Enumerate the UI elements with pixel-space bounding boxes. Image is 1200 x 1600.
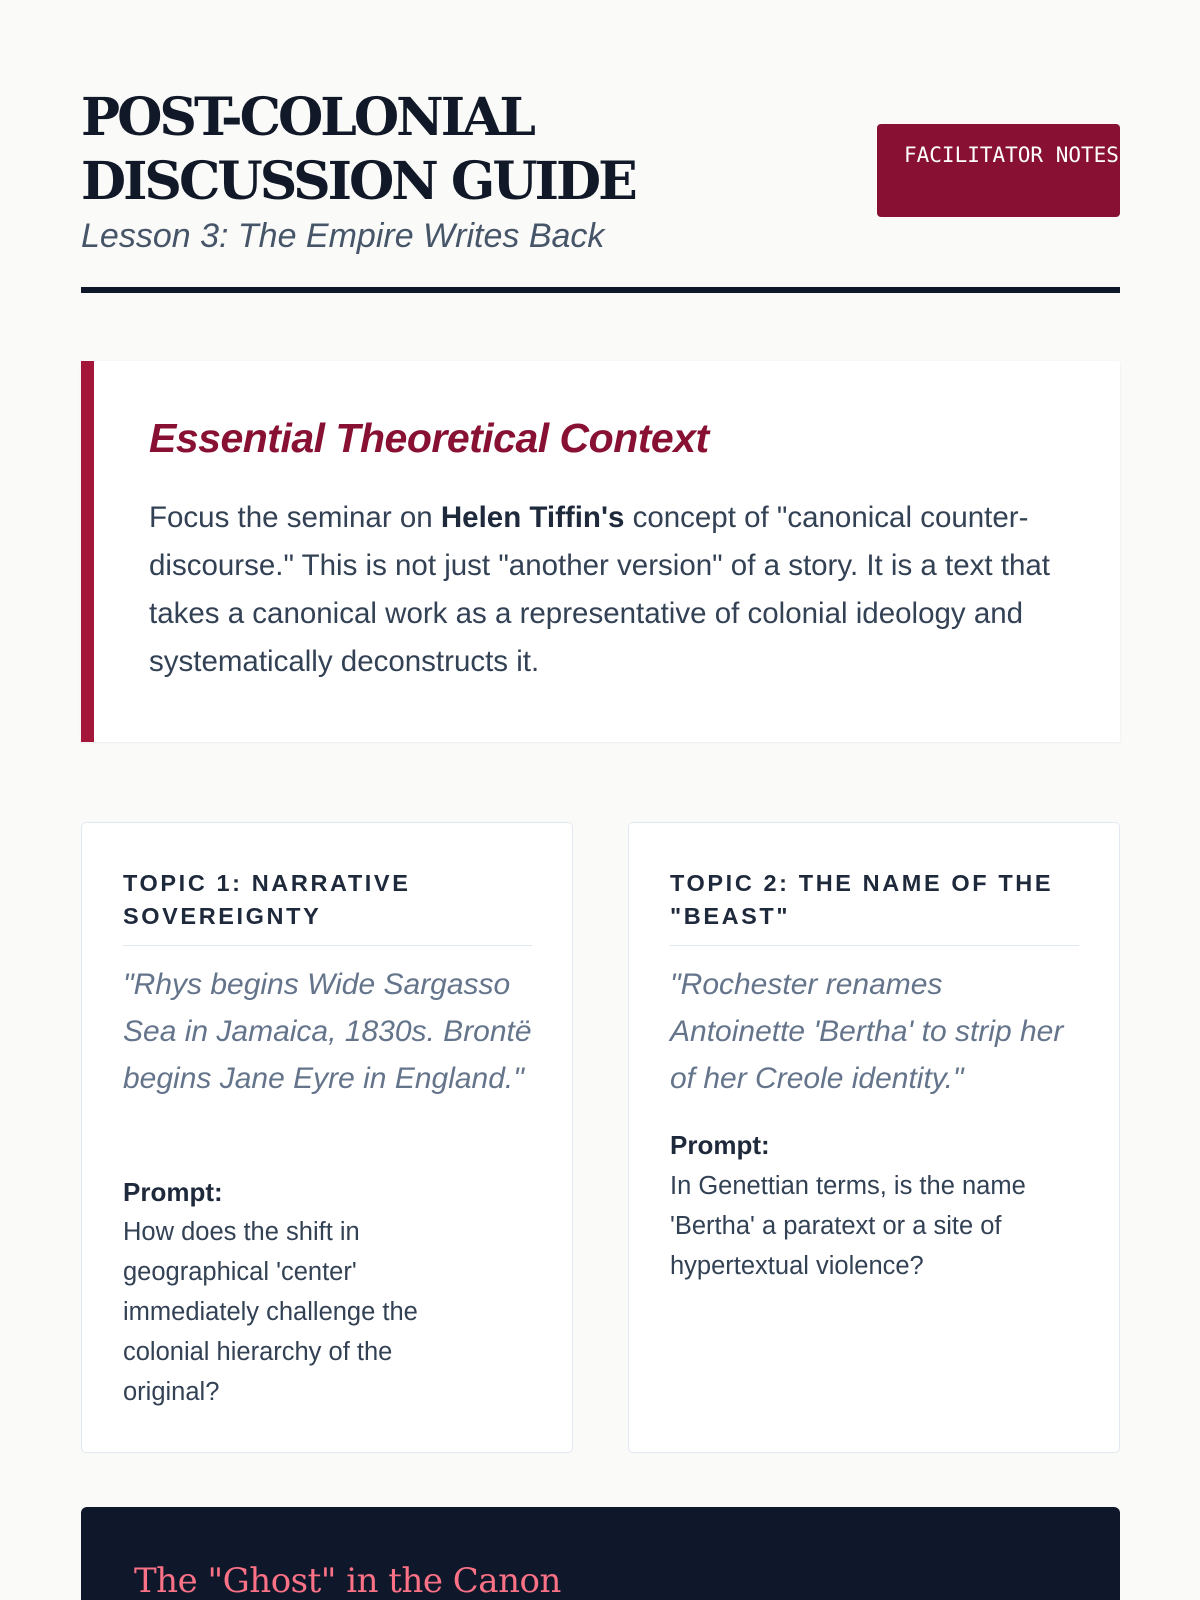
context-body-intro: Focus the seminar on [149,501,441,534]
ghost-section-title: The "Ghost" in the Canon [134,1561,561,1600]
context-body [149,494,1079,686]
facilitator-notes-badge: FACILITATOR NOTES [877,124,1120,217]
prompt-text: In Genettian terms, is the name 'Bertha' a paratext or a site of hypertextual violence? [670,1172,1026,1280]
topic-quote: "Rochester renames Antoinette 'Bertha' to strip her of her Creole identity." [670,968,1064,1095]
context-title: Essential Theoretical Context [149,415,709,461]
topic-divider [670,945,1079,946]
topic-card-2 [628,822,1120,1453]
context-body-rest: concept of "canonical counter-discourse." This is not just "another version" of a story. It is a text that takes a canonical work as a representative of colonial ideology and systematically deconstructs it. [149,501,1050,678]
topic-quote: "Rhys begins Wide Sargasso Sea in Jamaica, 1830s. Brontë begins Jane Eyre in England." [123,968,532,1095]
context-body-emphasis: Helen Tiffin's [440,501,625,534]
topic-label: TOPIC 2: THE NAME OF THE "BEAST" [670,870,1054,929]
lesson-subtitle: Lesson 3: The Empire Writes Back [81,217,605,255]
topic-divider [123,945,532,946]
header-divider [81,287,1120,293]
topic-label: TOPIC 1: NARRATIVE SOVEREIGNTY [123,870,411,929]
page-title: POST-COLONIAL DISCUSSION GUIDE [81,87,635,212]
accent-bar [81,361,94,742]
guide-header [81,86,1120,296]
prompt-text: How does the shift in geographical 'center' immediately challenge the colonial hierarchy of the original? [123,1218,418,1406]
prompt-label: Prompt: [670,1130,770,1160]
theoretical-context-card [81,361,1120,742]
ghost-in-canon-section [81,1507,1120,1600]
prompt-label: Prompt: [123,1177,223,1207]
topic-card-1 [81,822,573,1453]
